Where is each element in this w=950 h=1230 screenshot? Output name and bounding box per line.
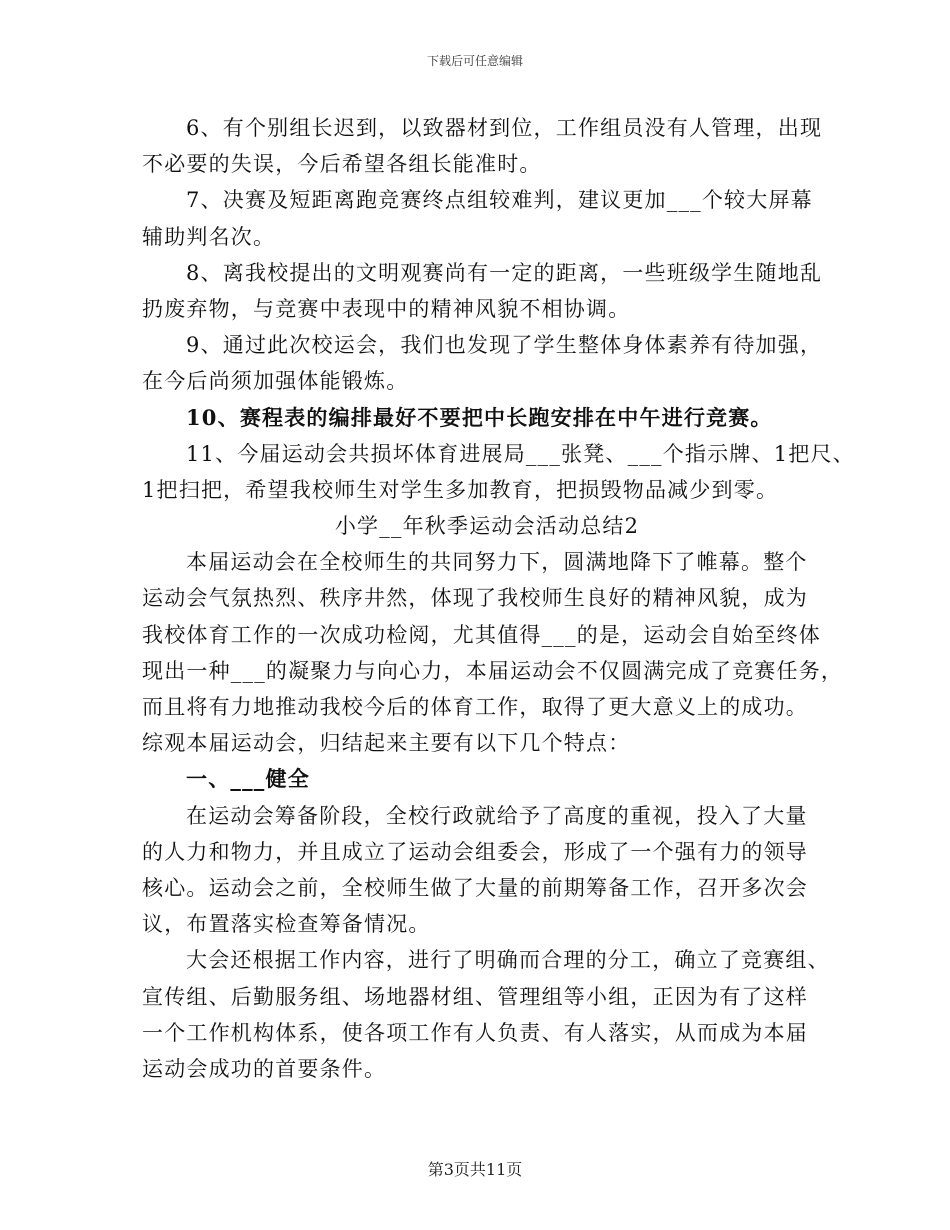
text-line: 的人力和物力，并且成立了运动会组委会，形成了一个强有力的领导 [142, 839, 808, 864]
section-title: 小学__年秋季运动会活动总结2 [334, 514, 640, 539]
text-line: 运动会气氛热烈、秩序井然，体现了我校师生良好的精神风貌，成为 [142, 586, 808, 611]
text-line: 10、赛程表的编排最好不要把中长跑安排在中午进行竞赛。 [186, 404, 773, 430]
text-line: 一个工作机构体系，使各项工作有人负责、有人落实，从而成为本届 [142, 1020, 808, 1045]
text-line: 1把扫把，希望我校师生对学生多加教育，把损毁物品减少到零。 [142, 477, 779, 502]
text-line: 7、决赛及短距离跑竞赛终点组较难判，建议更加___个较大屏幕 [186, 188, 813, 213]
text-line: 一、___健全 [186, 766, 310, 792]
text-line: 宣传组、后勤服务组、场地器材组、管理组等小组，正因为有了这样 [142, 984, 808, 1009]
text-line: 不必要的失误，今后希望各组长能准时。 [142, 152, 542, 177]
text-line: 综观本届运动会，归结起来主要有以下几个特点： [142, 731, 631, 756]
text-line: 辅助判名次。 [142, 224, 276, 249]
text-line: 现出一种___的凝聚力与向心力，本届运动会不仅圆满完成了竞赛任务， [142, 658, 844, 683]
text-line: 而且将有力地推动我校今后的体育工作，取得了更大意义上的成功。 [142, 695, 808, 719]
text-line: 运动会成功的首要条件。 [142, 1056, 387, 1081]
text-line: 11、今届运动会共损坏体育进展局___张凳、___个指示牌、1把尺、 [186, 441, 855, 466]
text-line: 本届运动会在全校师生的共同努力下，圆满地降下了帷幕。整个 [186, 550, 808, 575]
text-line: 大会还根据工作内容，进行了明确而合理的分工，确立了竞赛组、 [186, 948, 830, 973]
text-line: 6、有个别组长迟到，以致器材到位，工作组员没有人管理，出现 [186, 116, 823, 140]
document-body [142, 110, 855, 1087]
text-line: 核心。运动会之前，全校师生做了大量的前期筹备工作，召开多次会 [142, 875, 808, 900]
text-line: 9、通过此次校运会，我们也发现了学生整体身体素养有待加强， [186, 333, 823, 358]
text-line: 8、离我校提出的文明观赛尚有一定的距离，一些班级学生随地乱 [186, 260, 823, 285]
text-line: 议，布置落实检查筹备情况。 [142, 912, 431, 937]
page-footer: 第3页共11页 [427, 1160, 523, 1179]
page-header: 下载后可任意编辑 [426, 54, 523, 68]
text-line: 我校体育工作的一次成功检阅，尤其值得___的是，运动会自始至终体 [142, 622, 821, 647]
text-line: 在运动会筹备阶段，全校行政就给予了高度的重视，投入了大量 [186, 803, 808, 828]
text-line: 扔废弃物，与竞赛中表现中的精神风貌不相协调。 [142, 296, 631, 321]
text-line: 在今后尚须加强体能锻炼。 [142, 369, 409, 394]
